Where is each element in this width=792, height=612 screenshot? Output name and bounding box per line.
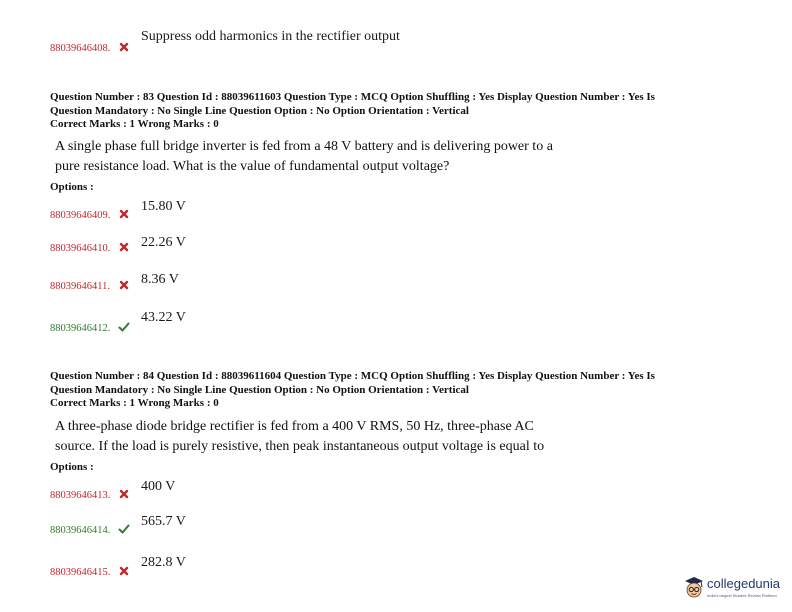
cross-icon bbox=[118, 41, 130, 53]
collegedunia-logo bbox=[683, 574, 783, 602]
option-row bbox=[50, 318, 130, 336]
option-row bbox=[50, 276, 130, 294]
question-marks: Correct Marks : 1 Wrong Marks : 0 bbox=[50, 118, 219, 130]
question-meta-line: Question Number : 83 Question Id : 88039611603 Question Type : MCQ Option Shuffling : Yes Display Question Number : Yes Is bbox=[50, 91, 655, 103]
cross-icon bbox=[118, 241, 130, 253]
option-id: 88039646412. bbox=[50, 323, 111, 334]
cross-icon bbox=[118, 565, 130, 577]
question-meta-line: Question Mandatory : No Single Line Question Option : No Option Orientation : Vertical bbox=[50, 383, 469, 396]
option-row bbox=[50, 485, 130, 503]
option-id: 88039646409. bbox=[50, 210, 111, 221]
check-icon bbox=[118, 523, 130, 535]
cross-icon bbox=[118, 488, 130, 500]
question-meta-line: Question Number : 84 Question Id : 88039611604 Question Type : MCQ Option Shuffling : Yes Display Question Number : Yes Is bbox=[50, 370, 655, 382]
question-meta bbox=[50, 370, 655, 411]
options-label: Options : bbox=[50, 461, 94, 473]
cross-icon bbox=[118, 279, 130, 291]
question-marks: Correct Marks : 1 Wrong Marks : 0 bbox=[50, 397, 219, 409]
option-value: 22.26 V bbox=[141, 235, 186, 250]
option-value: 8.36 V bbox=[141, 272, 179, 287]
option-value: 565.7 V bbox=[141, 514, 186, 529]
option-value: 400 V bbox=[141, 479, 176, 494]
question-text-line: source. If the load is purely resistive, then peak instantaneous output voltage is equal to bbox=[55, 439, 545, 454]
option-value: 15.80 V bbox=[141, 199, 186, 214]
option-value: 282.8 V bbox=[141, 555, 186, 570]
option-id: 88039646414. bbox=[50, 525, 111, 536]
question-meta-line: Question Mandatory : No Single Line Question Option : No Option Orientation : Vertical bbox=[50, 104, 469, 117]
question-text-line: A single phase full bridge inverter is fed from a 48 V battery and is delivering power to a bbox=[55, 139, 553, 154]
option-text: Suppress odd harmonics in the rectifier output bbox=[141, 29, 400, 44]
option-id: 88039646408. bbox=[50, 43, 111, 54]
option-row bbox=[50, 205, 130, 223]
logo-name: collegedunia bbox=[707, 576, 781, 591]
option-row bbox=[50, 238, 130, 256]
check-icon bbox=[118, 321, 130, 333]
question-text-line: pure resistance load. What is the value of fundamental output voltage? bbox=[55, 159, 450, 174]
question-meta bbox=[50, 91, 655, 132]
option-id: 88039646415. bbox=[50, 567, 111, 578]
logo-tagline: India's largest Student Review Platform bbox=[707, 593, 777, 598]
options-label: Options : bbox=[50, 181, 94, 193]
question-text bbox=[55, 137, 553, 177]
option-id: 88039646411. bbox=[50, 281, 110, 292]
question-text bbox=[55, 417, 544, 457]
option-row bbox=[50, 38, 130, 56]
option-row bbox=[50, 520, 130, 538]
graduate-mascot-icon bbox=[683, 574, 705, 600]
option-value: 43.22 V bbox=[141, 310, 186, 325]
option-row bbox=[50, 562, 130, 580]
option-id: 88039646413. bbox=[50, 490, 111, 501]
option-id: 88039646410. bbox=[50, 243, 111, 254]
cross-icon bbox=[118, 208, 130, 220]
question-text-line: A three-phase diode bridge rectifier is fed from a 400 V RMS, 50 Hz, three-phase AC bbox=[55, 419, 534, 434]
